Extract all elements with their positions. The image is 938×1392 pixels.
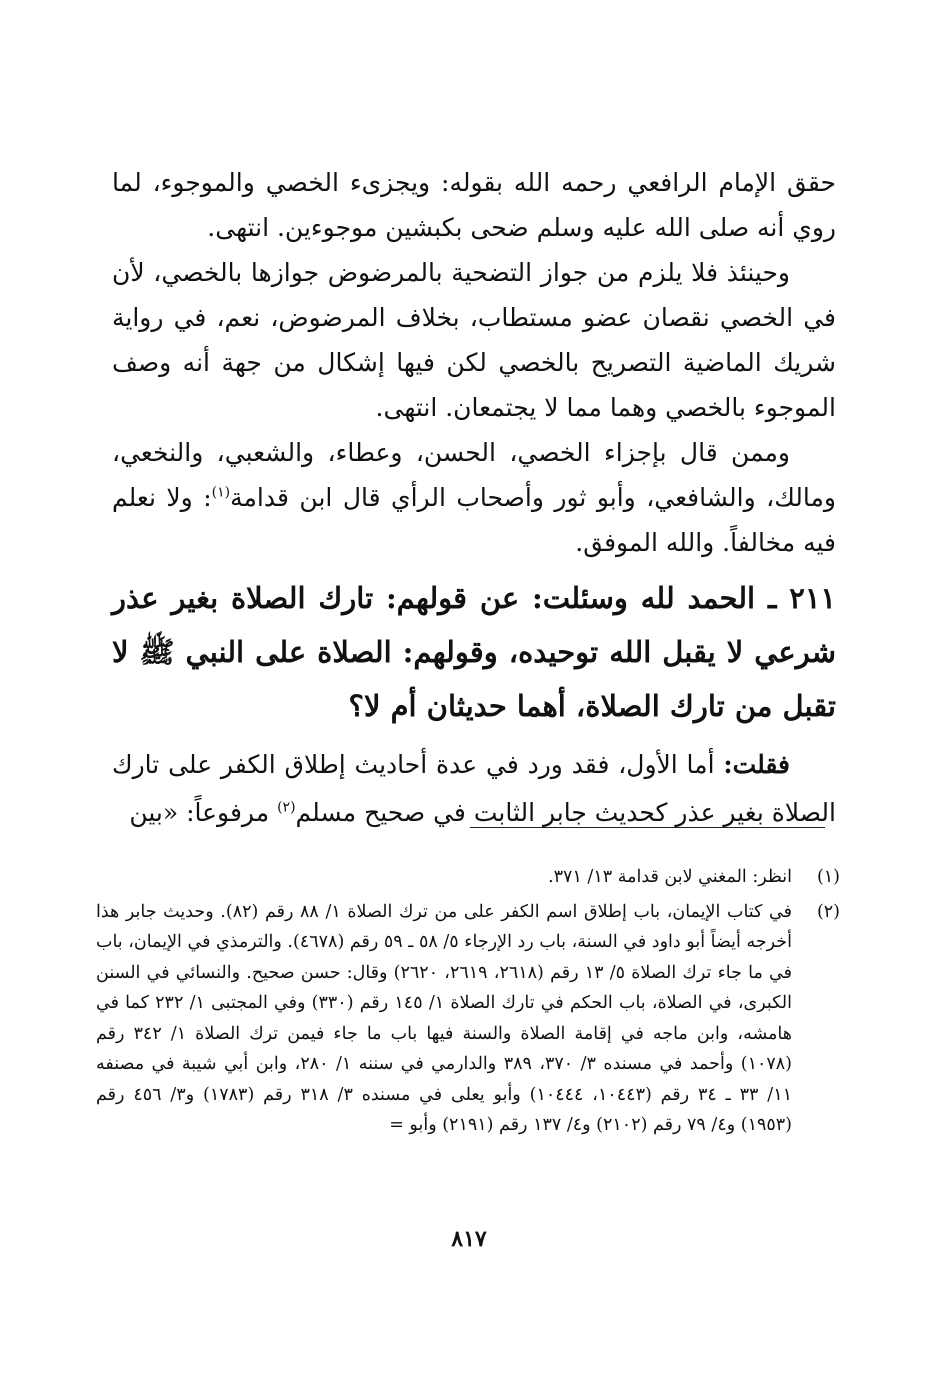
answer-text-before: أما الأول، فقد ورد في عدة أحاديث إطلاق الكفر على تارك الصلاة بغير عذر كحديث جابر الثابت في صحيح مسلم	[112, 750, 836, 827]
footnote-1-text: انظر: المغني لابن قدامة ١٣/ ٣٧١.	[548, 867, 792, 887]
paragraph-1	[112, 160, 836, 250]
footnote-2-number: (٢)	[816, 901, 840, 922]
footnote-1-number: (١)	[816, 867, 840, 887]
footnotes	[96, 862, 840, 1141]
question-number: ٢١١ ـ	[767, 581, 836, 615]
paragraph-3	[112, 430, 836, 565]
footnote-marker-1: (١)	[211, 484, 231, 501]
footnote-1	[96, 862, 840, 893]
question-text: الحمد لله وسئلت: عن قولهم: تارك الصلاة بغير عذر شرعي لا يقبل الله توحيده، وقولهم: الصلاة على النبي ﷺ لا تقبل من تارك الصلاة، أهما حديثان أم لا؟	[112, 581, 836, 723]
footnote-marker-2: (٢)	[277, 799, 296, 816]
footnote-separator	[470, 827, 825, 828]
paragraph-3-text-before: وممن قال بإجزاء الخصي، الحسن، وعطاء، والشعبي، والنخعي، ومالك، والشافعي، وأبو ثور وأصحاب الرأي قال ابن قدامة	[112, 438, 836, 512]
paragraph-2	[112, 250, 836, 430]
footnote-2	[96, 897, 840, 1141]
paragraph-1-text: حقق الإمام الرافعي رحمه الله بقوله: ويجزىء الخصي والموجوء، لما روي أنه صلى الله عليه وسلم ضحى بكبشين موجوءين. انتهى.	[112, 168, 836, 242]
paragraph-3-text-after: : ولا نعلم فيه مخالفاً. والله الموفق.	[112, 483, 836, 557]
page-number: ٨١٧	[451, 1226, 487, 1252]
answer-paragraph	[112, 741, 836, 837]
question-heading	[112, 571, 836, 733]
footnote-2-text: في كتاب الإيمان، باب إطلاق اسم الكفر على من ترك الصلاة ١/ ٨٨ رقم (٨٢). وحديث جابر هذا أخرجه أيضاً أبو داود في السنة، باب رد الإرجاء ٥/ ٥٨ ـ ٥٩ رقم (٤٦٧٨). والترمذي في الإيمان، باب في ما جاء ترك الصلاة ٥/ ١٣ رقم (٢٦١٨، ٢٦١٩، ٢٦٢٠) وقال: حسن صحيح. والنسائي في السنن الكبرى، في الصلاة، باب الحكم في تارك الصلاة ١/ ١٤٥ رقم (٣٣٠) وفي المجتبى ١/ ٢٣٢ كما في هامشه، وابن ماجه في إقامة الصلاة والسنة فيها باب ما جاء فيمن ترك الصلاة ١/ ٣٤٢ رقم (١٠٧٨) وأحمد في مسنده ٣/ ٣٧٠، ٣٨٩ والدارمي في سننه ١/ ٢٨٠، وابن أبي شيبة في مصنفه ١١/ ٣٣ ـ ٣٤ رقم (١٠٤٤٣، ١٠٤٤٤) وأبو يعلى في مسنده ٣/ ٣١٨ رقم (١٧٨٣) و٣/ ٤٥٦ رقم (١٩٥٣) و٤/ ٧٩ رقم (٢١٠٢) و٤/ ١٣٧ رقم (٢١٩١) وأبو =	[96, 901, 793, 1135]
main-text	[112, 160, 836, 837]
answer-text-after: مرفوعاً: «بين	[129, 798, 278, 827]
paragraph-2-text: وحينئذ فلا يلزم من جواز التضحية بالمرضوض جوازها بالخصي، لأن في الخصي نقصان عضو مستطاب، بخلاف المرضوض، نعم، في رواية شريك الماضية التصريح بالخصي لكن فيها إشكال من جهة أنه وصف الموجوء بالخصي وهما مما لا يجتمعان. انتهى.	[112, 258, 836, 422]
answer-lead: فقلت:	[723, 750, 790, 779]
